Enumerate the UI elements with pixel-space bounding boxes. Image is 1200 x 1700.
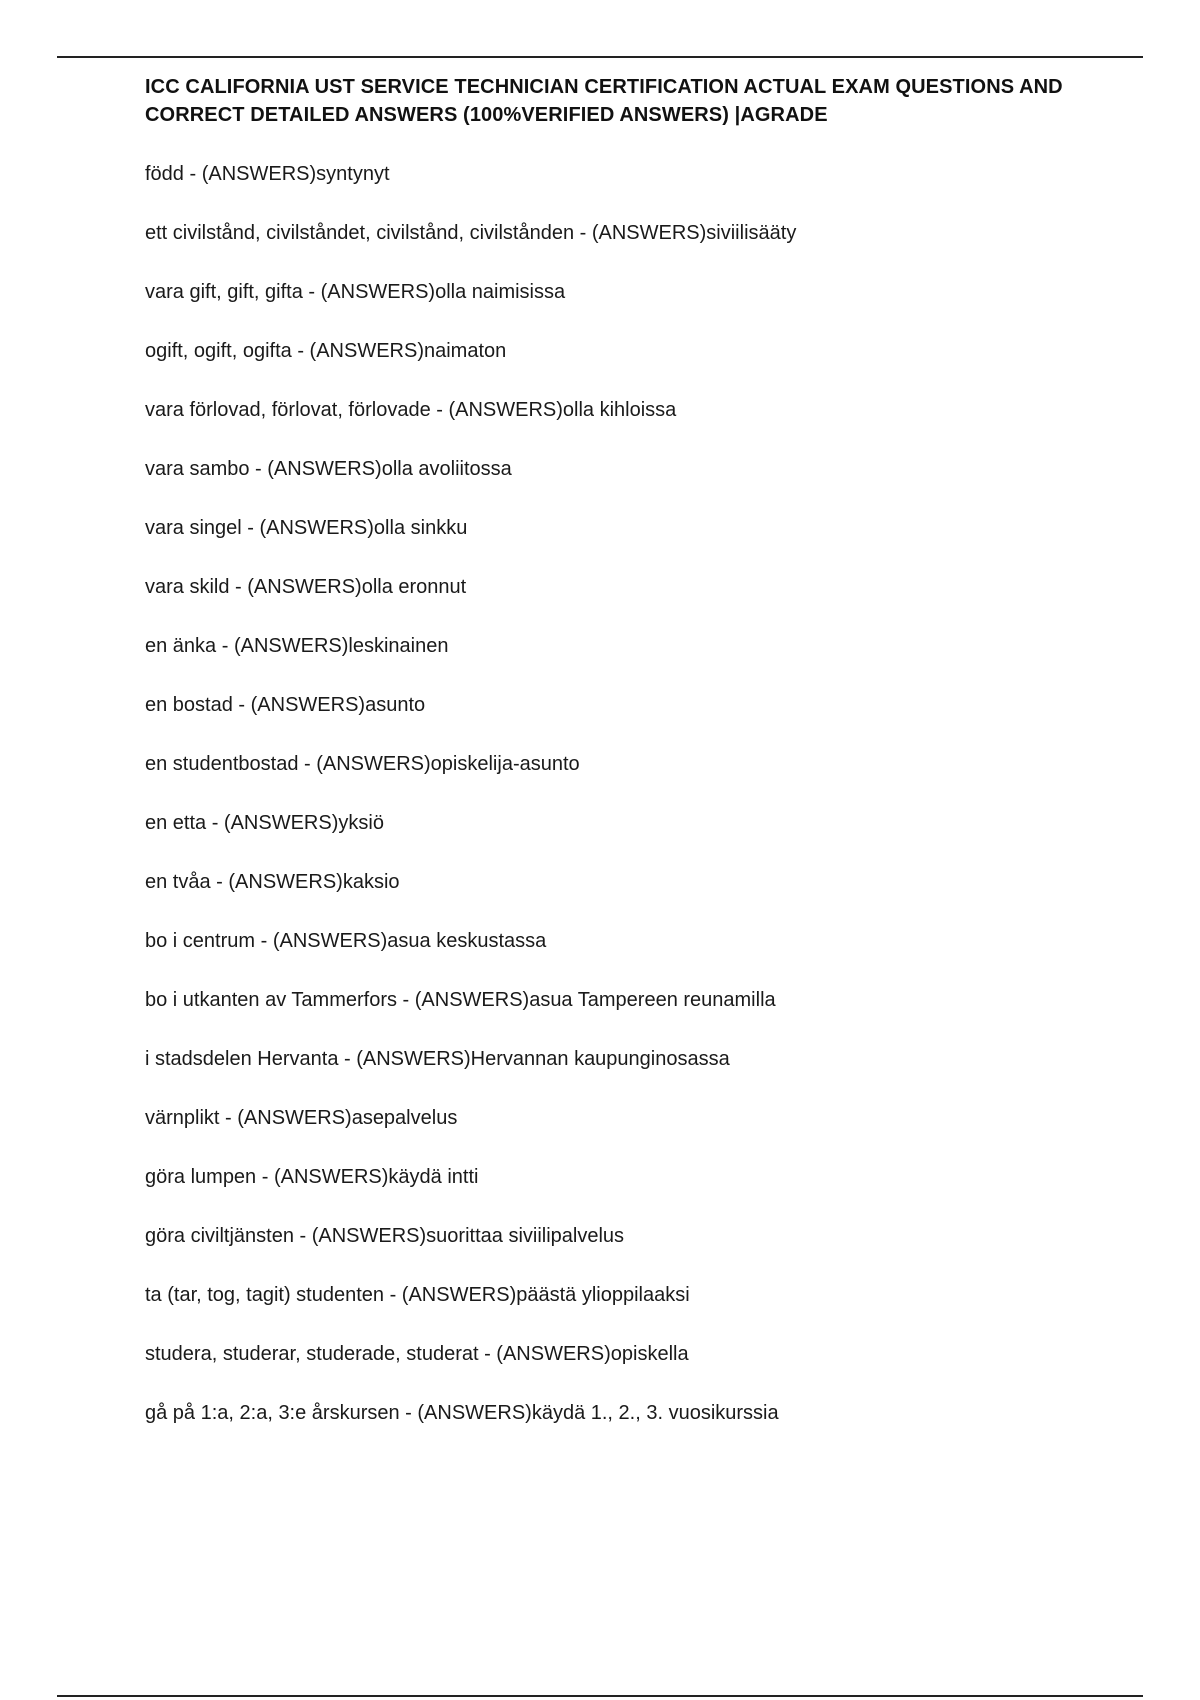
qa-entry: vara gift, gift, gifta - (ANSWERS)olla naimisissa (145, 281, 566, 303)
qa-entry: en etta - (ANSWERS)yksiö (145, 812, 384, 834)
qa-entry: vara skild - (ANSWERS)olla eronnut (145, 576, 467, 598)
qa-entry: gå på 1:a, 2:a, 3:e årskursen - (ANSWERS)käydä 1., 2., 3. vuosikurssia (145, 1402, 779, 1424)
qa-entry: ta (tar, tog, tagit) studenten - (ANSWERS)päästä ylioppilaaksi (145, 1284, 690, 1306)
qa-entry: född - (ANSWERS)syntynyt (145, 163, 390, 185)
qa-entry: bo i centrum - (ANSWERS)asua keskustassa (145, 930, 547, 952)
qa-entry: vara förlovad, förlovat, förlovade - (ANSWERS)olla kihloissa (145, 399, 677, 421)
qa-entry: vara singel - (ANSWERS)olla sinkku (145, 517, 468, 539)
qa-entry: ogift, ogift, ogifta - (ANSWERS)naimaton (145, 340, 507, 362)
bottom-rule (57, 1695, 1143, 1697)
qa-entry: bo i utkanten av Tammerfors - (ANSWERS)asua Tampereen reunamilla (145, 989, 776, 1011)
qa-entry: i stadsdelen Hervanta - (ANSWERS)Hervannan kaupunginosassa (145, 1048, 730, 1070)
qa-entry: ett civilstånd, civilståndet, civilstånd, civilstånden - (ANSWERS)siviilisääty (145, 222, 797, 244)
document-title: ICC CALIFORNIA UST SERVICE TECHNICIAN CERTIFICATION ACTUAL EXAM QUESTIONS AND CORRECT DETAILED ANSWERS (100%VERIFIED ANSWERS) |AGRADE (145, 76, 1063, 126)
qa-entry: vara sambo - (ANSWERS)olla avoliitossa (145, 458, 512, 480)
qa-entry: studera, studerar, studerade, studerat - (ANSWERS)opiskella (145, 1343, 689, 1365)
qa-entry: en bostad - (ANSWERS)asunto (145, 694, 426, 716)
top-rule (57, 56, 1143, 58)
qa-entry: värnplikt - (ANSWERS)asepalvelus (145, 1107, 458, 1129)
qa-entry: en tvåa - (ANSWERS)kaksio (145, 871, 400, 893)
qa-entry: göra civiltjänsten - (ANSWERS)suorittaa siviilipalvelus (145, 1225, 625, 1247)
qa-entry: en änka - (ANSWERS)leskinainen (145, 635, 449, 657)
document-body (145, 73, 1135, 1460)
qa-entry: en studentbostad - (ANSWERS)opiskelija-asunto (145, 753, 580, 775)
qa-list (145, 162, 1135, 1425)
qa-entry: göra lumpen - (ANSWERS)käydä intti (145, 1166, 479, 1188)
